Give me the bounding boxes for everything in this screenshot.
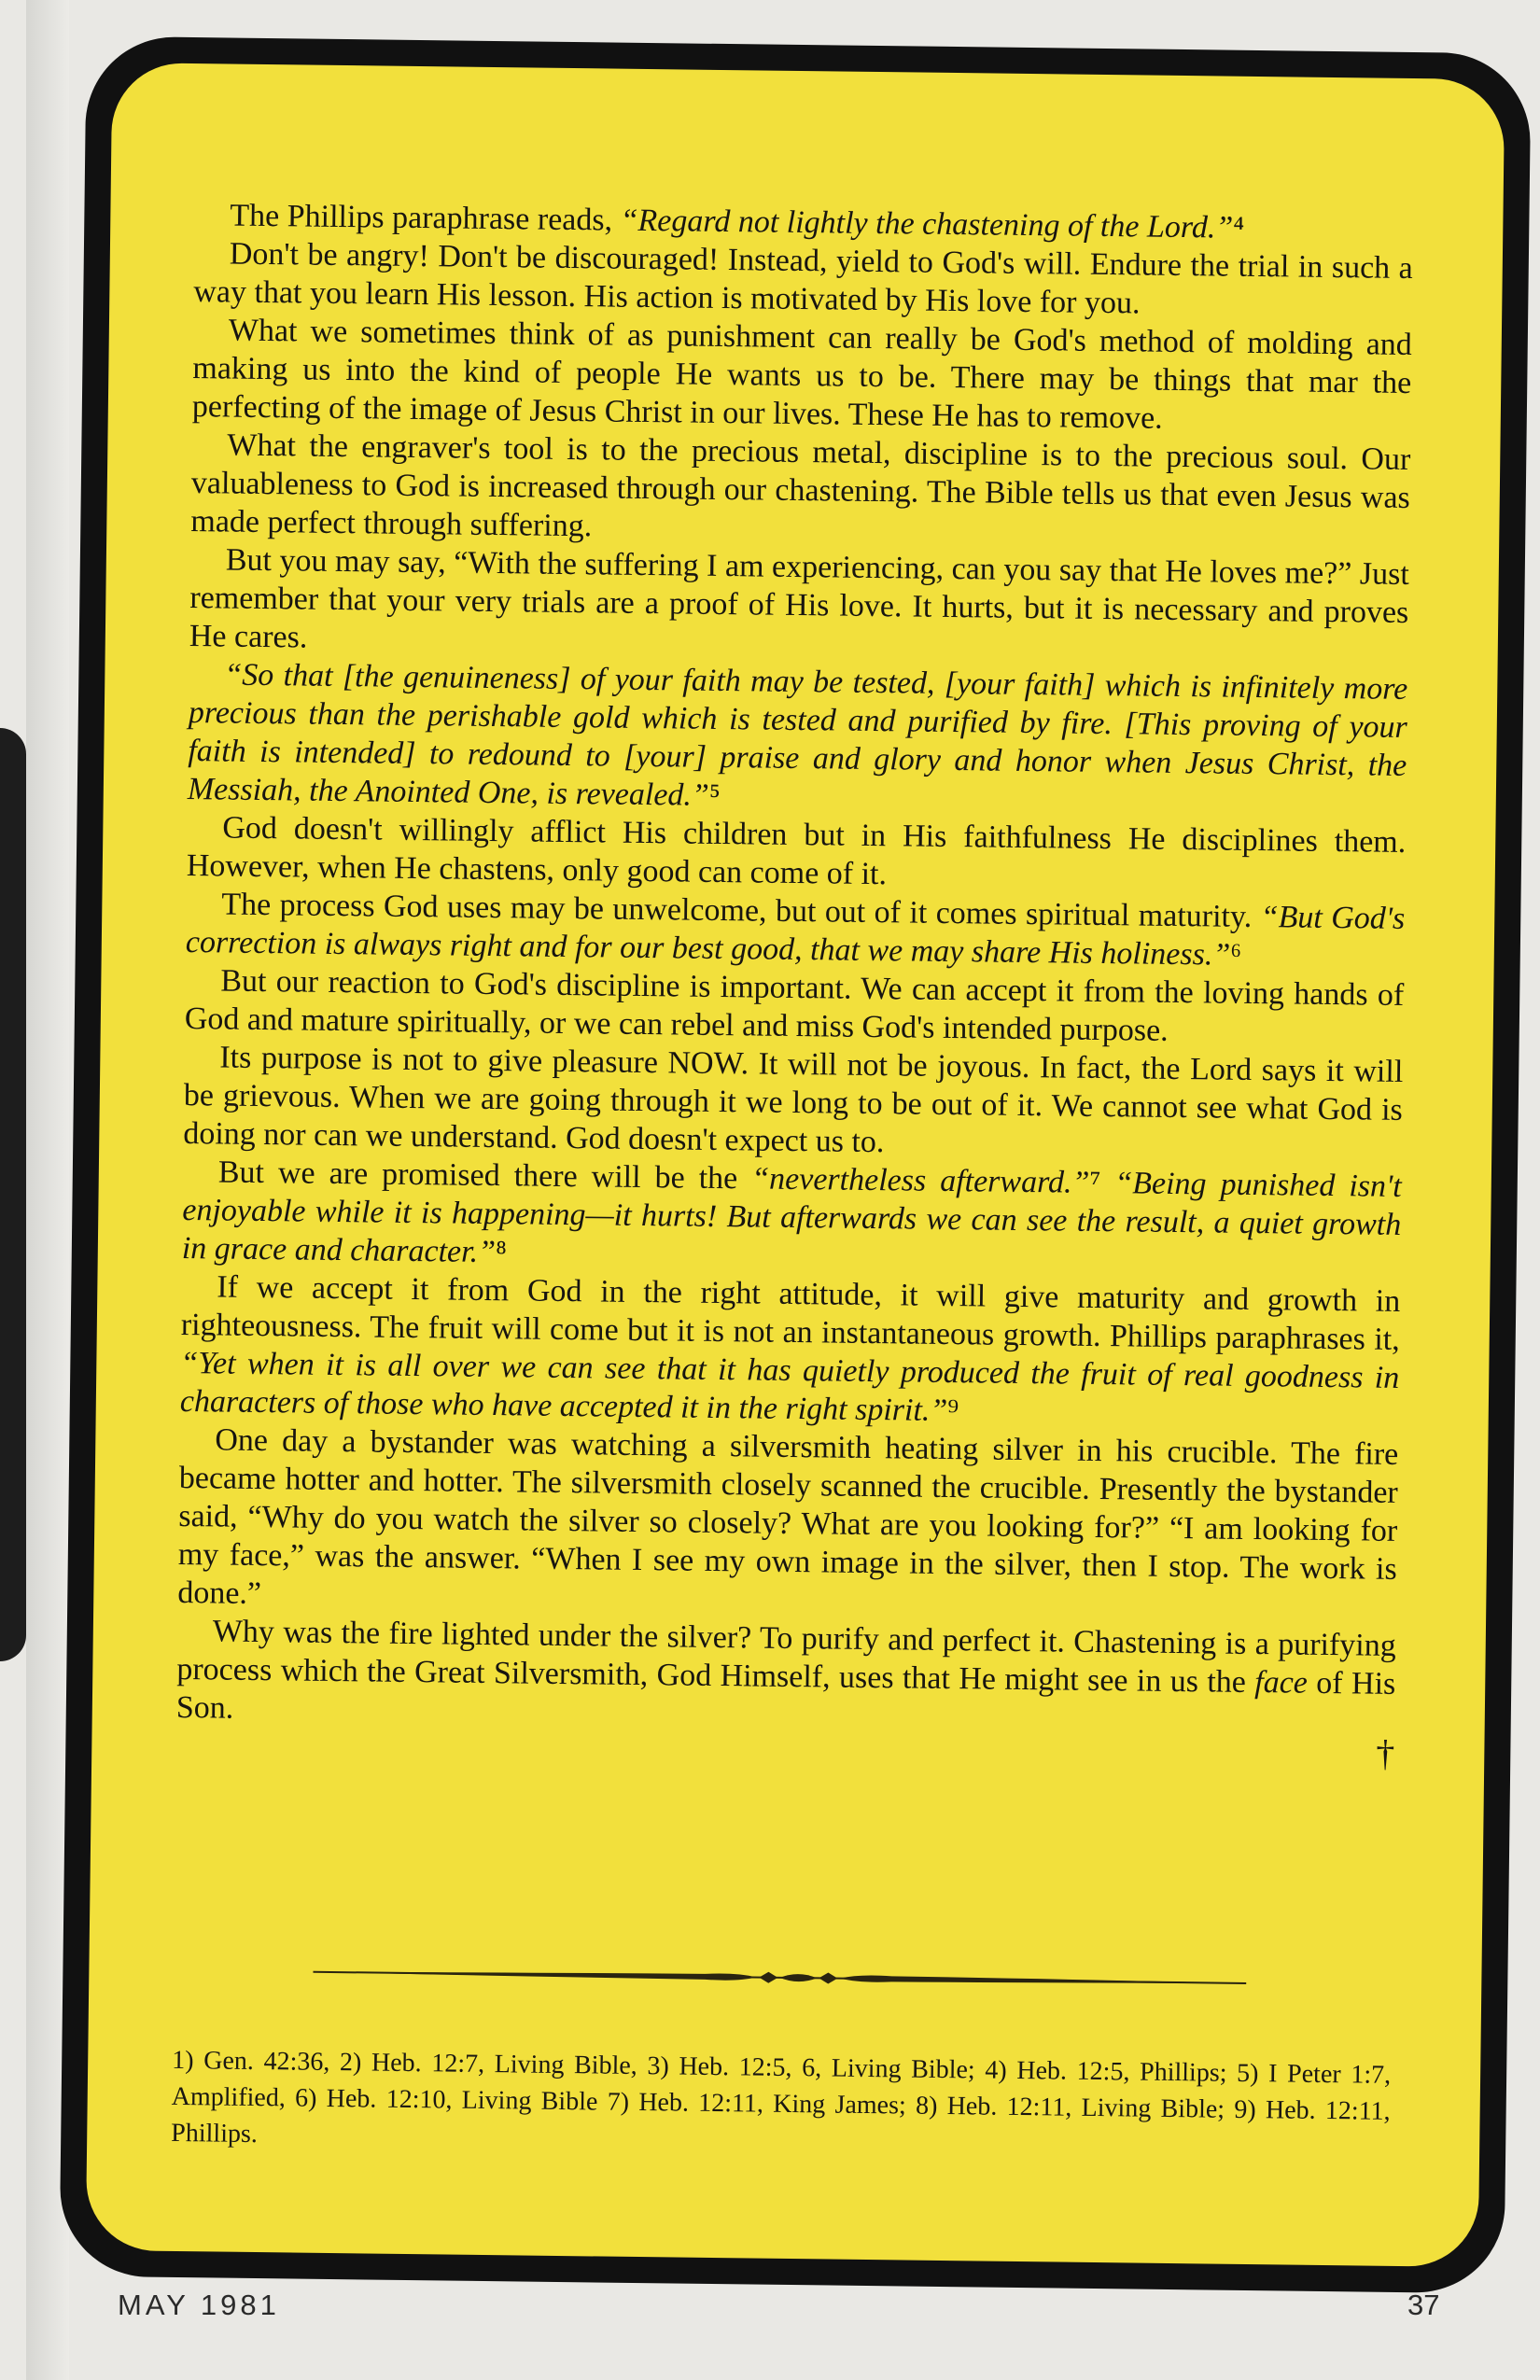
paragraph: Its purpose is not to give pleasure NOW. It will not be joyous. In fact, the Lord says it will be grievous. When we are going through it we long to be out of it. We cannot see what God is doing nor can we understand. God doesn't expect us to. — [183, 1040, 1404, 1160]
paragraph: But you may say, “With the suffering I am experiencing, can you say that He loves me?” Just remember that your very trials are a proof of His love. It hurts, but it is necessary and proves He cares. — [189, 542, 1410, 655]
article-panel — [86, 63, 1505, 2267]
footnotes: 1) Gen. 42:36, 2) Heb. 12:7, Living Bible, 3) Heb. 12:5, 6, Living Bible; 4) Heb. 12:5, Phillips; 5) I Peter 1:7, Amplified, 6) Heb. 12:10, Living Bible 7) Heb. 12:11, King James; 8) Heb. 12:11, Living Bible; 9) Heb. 12:11, Phillips. — [171, 2045, 1392, 2149]
paragraph: Why was the fire lighted under the silver? To purify and perfect it. Chastening is a purifying process which the Great Silversmith, God Himself, uses that He might see in us the face of His Son. — [175, 1614, 1396, 1726]
end-cross-mark: † — [1376, 1731, 1395, 1774]
article-body — [175, 196, 1414, 1774]
paragraph: What the engraver's tool is to the precious metal, discipline is to the precious soul. Our valuableness to God is increased through our chastening. The Bible tells us that even Jesus was made perfect through suffering. — [190, 427, 1411, 544]
paragraph: The process God uses may be unwelcome, but out of it comes spiritual maturity. “But God's correction is always right and for our best good, that we may share His holiness.”⁶ — [185, 887, 1406, 973]
paragraph: Don't be angry! Don't be discouraged! Instead, yield to God's will. Endure the trial in such a way that you learn His lesson. His action is motivated by His love for you. — [193, 236, 1414, 321]
page-number: 37 — [1407, 2289, 1440, 2321]
issue-date: MAY 1981 — [118, 2289, 280, 2321]
paragraph: If we accept it from God in the right attitude, it will give maturity and growth in righteousness. The fruit will come but it is not an instantaneous growth. Phillips paraphrases it, “Yet when it is all over we can see that it has quietly produced the fruit of real goodness in characters of those who have accepted it in the right spirit.”⁹ — [179, 1269, 1401, 1429]
paragraph: What we sometimes think of as punishment can really be God's method of molding and making us into the kind of people He wants us to be. There may be things that mar the perfecting of the image of Jesus Christ in our lives. These He has to remove. — [191, 313, 1413, 436]
paragraph: One day a bystander was watching a silversmith heating silver in his crucible. The fire became hotter and hotter. The silversmith closely scanned the crucible. Presently the bystander said, “Why do you watch the silver so closely? What are you looking for?” “I am looking for my face,” was the answer. “When I see my own image in the silver, then I stop. The work is done.” — [177, 1422, 1399, 1612]
paragraph: But our reaction to God's discipline is important. We can accept it from the loving hands of God and mature spiritually, or we can rebel and miss God's intended purpose. — [184, 963, 1405, 1048]
facing-page-shadow — [0, 728, 26, 1661]
paragraph: But we are promised there will be the “nevertheless afterward.”⁷ “Being punished isn't enjoyable while it is happening—it hurts! But afterwards we can see the result, a quiet growth in grace and character.”⁸ — [181, 1155, 1402, 1270]
scripture-quote: “So that [the genuineness] of your faith may be tested, [your faith] which is infinitely more precious than the perishable gold which is tested and purified by fire. [This proving of your faith is intended] to redound to [your] praise and glory and honor when Jesus Christ, the Messiah, the Anointed One, is revealed.”⁵ — [187, 657, 1408, 813]
article-frame — [59, 36, 1531, 2294]
ornamental-divider — [313, 1958, 1246, 1997]
paragraph: God doesn't willingly afflict His children but in His faithfulness He disciplines them. However, when He chastens, only good can come of it. — [186, 810, 1407, 892]
paragraph: The Phillips paraphrase reads, “Regard not lightly the chastening of the Lord.”⁴ — [230, 198, 1245, 245]
